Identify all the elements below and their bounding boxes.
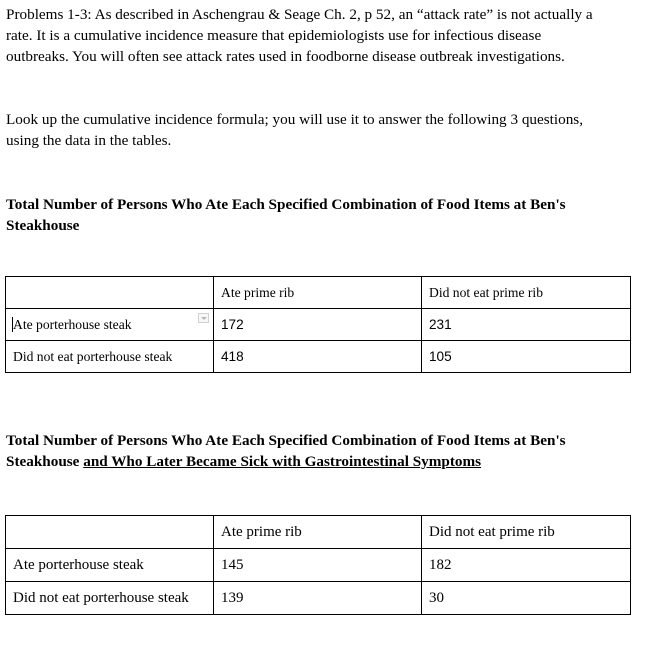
header-ate-prime-rib[interactable]: Ate prime rib	[214, 277, 422, 309]
table-1-food-combinations	[5, 276, 631, 373]
cell-value[interactable]: 105	[422, 341, 631, 373]
cell-dropdown-handle-icon[interactable]	[198, 313, 209, 323]
header-blank-cell[interactable]	[6, 277, 214, 309]
table-row	[6, 341, 631, 373]
row-label[interactable]: Did not eat porterhouse steak	[6, 341, 214, 373]
header-did-not-eat-prime-rib[interactable]: Did not eat prime rib	[422, 277, 631, 309]
intro-paragraph-2: Look up the cumulative incidence formula; you will use it to answer the following 3 questions, using the data in the tables.	[6, 111, 584, 149]
row-label: Ate porterhouse steak	[13, 316, 132, 332]
header-ate-prime-rib[interactable]: Ate prime rib	[214, 516, 422, 549]
row-label-cell[interactable]	[6, 309, 214, 341]
cell-value[interactable]: 30	[422, 582, 631, 615]
table-2-sick-persons	[5, 515, 631, 615]
table-1-heading: Total Number of Persons Who Ate Each Specified Combination of Food Items at Ben's Steakhouse	[6, 196, 566, 234]
table-row	[6, 277, 631, 309]
header-blank-cell[interactable]	[6, 516, 214, 549]
table-2-heading-prefix: Total Number of Persons Who Ate Each Specified Combination of Food Items at Ben's Steakhouse	[6, 432, 566, 470]
cell-value[interactable]: 231	[422, 309, 631, 341]
table-2-heading	[6, 430, 626, 472]
cell-value[interactable]: 182	[422, 549, 631, 582]
header-did-not-eat-prime-rib[interactable]: Did not eat prime rib	[422, 516, 631, 549]
table-row	[6, 516, 631, 549]
row-label[interactable]: Did not eat porterhouse steak	[6, 582, 214, 615]
table-row	[6, 582, 631, 615]
cell-value[interactable]: 139	[214, 582, 422, 615]
table-row	[6, 309, 631, 341]
table-row	[6, 549, 631, 582]
cell-value[interactable]: 418	[214, 341, 422, 373]
cell-value[interactable]: 172	[214, 309, 422, 341]
intro-paragraph-1: Problems 1-3: As described in Aschengrau & Seage Ch. 2, p 52, an “attack rate” is not actually a rate. It is a cumulative incidence measure that epidemiologists use for infectious disease outbreaks. You will often see attack rates used in foodborne disease outbreak investigations.	[6, 6, 593, 65]
table-2-heading-underlined: and Who Later Became Sick with Gastrointestinal Symptoms	[83, 453, 482, 470]
cell-value[interactable]: 145	[214, 549, 422, 582]
row-label[interactable]: Ate porterhouse steak	[6, 549, 214, 582]
